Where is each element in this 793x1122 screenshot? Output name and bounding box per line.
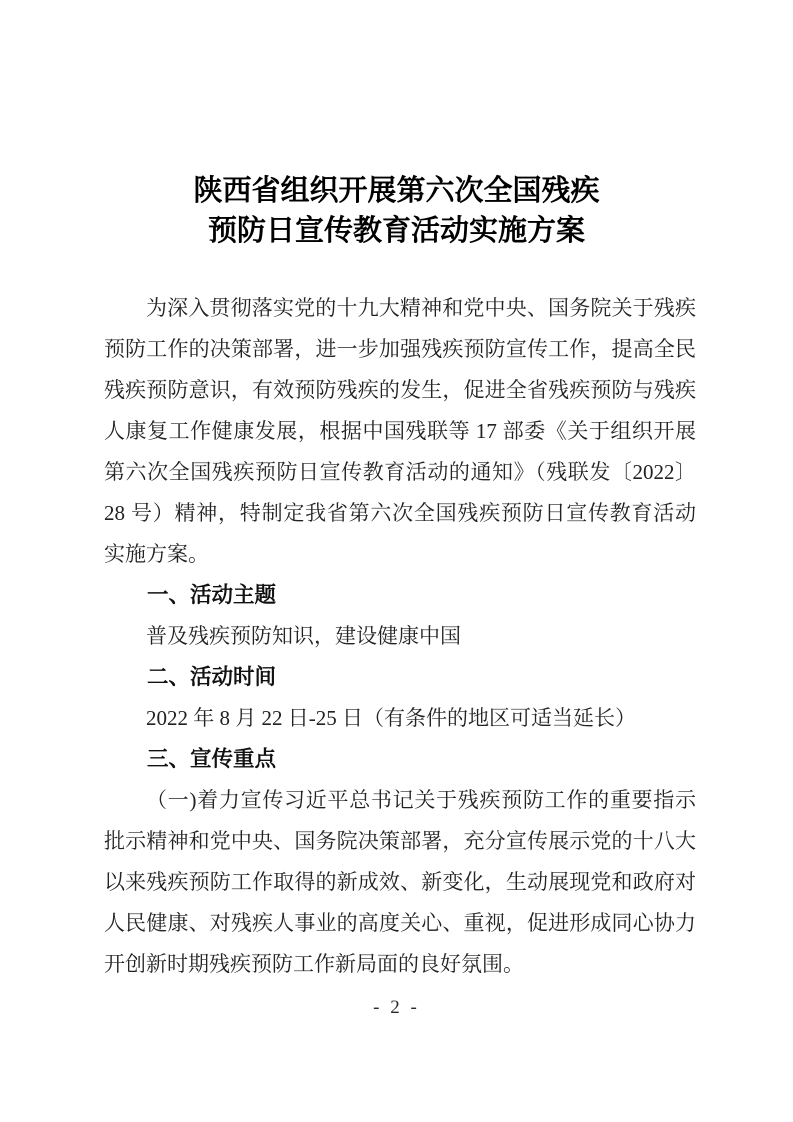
text-line: 28 号）精神，特制定我省第六次全国残疾预防日宣传教育活动 [104,501,696,525]
text-line: 批示精神和党中央、国务院决策部署，充分宣传展示党的十八大 [104,829,696,853]
text-line: 开创新时期残疾预防工作新局面的良好氛围。 [104,952,524,976]
paragraph-intro [104,288,696,575]
text-line: 预防工作的决策部署，进一步加强残疾预防宣传工作，提高全民 [104,337,696,361]
document-title [0,171,793,251]
title-line-2: 预防日宣传教育活动实施方案 [207,215,585,247]
document-body [104,288,696,985]
page-number: - 2 - [373,997,420,1018]
text-line: 实施方案。 [104,542,209,566]
text-line: 残疾预防意识，有效预防残疾的发生，促进全省残疾预防与残疾 [104,378,696,402]
text-line: 人康复工作健康发展，根据中国残联等 17 部委《关于组织开展 [104,419,696,443]
text-line: 第六次全国残疾预防日宣传教育活动的通知》（残联发〔2022〕 [104,460,696,484]
section-heading-activity-time: 二、活动时间 [147,665,277,689]
title-line-1: 陕西省组织开展第六次全国残疾 [193,175,600,207]
section-heading-activity-theme: 一、活动主题 [147,583,277,607]
text-line: 为深入贯彻落实党的十九大精神和党中央、国务院关于残疾 [146,296,696,320]
text-line: （一)着力宣传习近平总书记关于残疾预防工作的重要指示 [146,788,696,812]
text-line: 以来残疾预防工作取得的新成效、新变化，生动展现党和政府对 [104,870,696,894]
activity-theme-text: 普及残疾预防知识，建设健康中国 [146,624,461,648]
paragraph-publicity-point-1 [104,780,696,985]
activity-time-text: 2022 年 8 月 22 日-25 日（有条件的地区可适当延长） [146,706,636,730]
text-line: 人民健康、对残疾人事业的高度关心、重视，促进形成同心协力 [104,911,696,935]
section-heading-publicity-focus: 三、宣传重点 [147,747,277,771]
